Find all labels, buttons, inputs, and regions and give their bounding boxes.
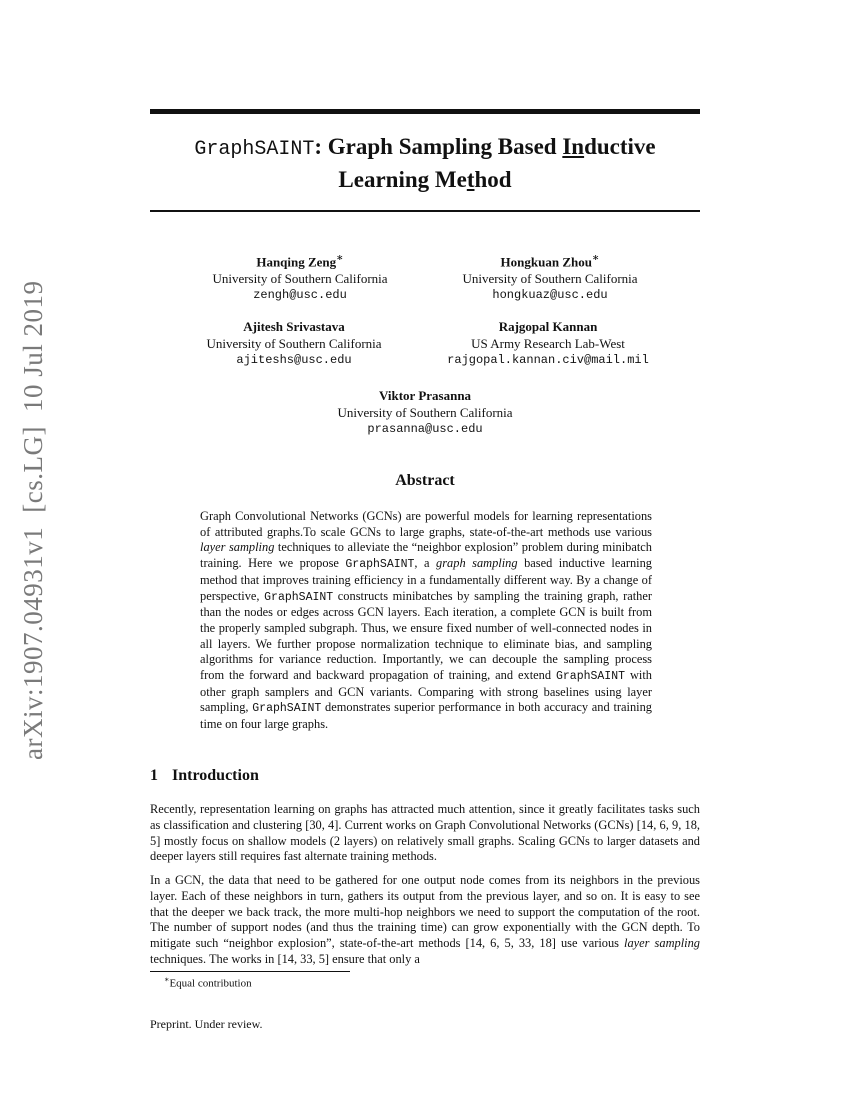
abstract-text: demonstrates superior performance in both accuracy and training time on four large graphs.	[200, 700, 652, 732]
abstract-text: , a	[414, 556, 437, 571]
paragraph-text: In a GCN, the data that need to be gathered for one output node comes from its neighbors in the previous layer. Each of these neighbors in turn, gathers its output from the previous layer, and so on. It is easy to see that the deeper we back track, the more multi-hop neighbors we need to support the computation of the root. The number of support nodes (and thus the training time) can grow exponentially with the GCN depth. To mitigate such “neighbor explosion”, state-of-the-art methods [14, 6, 5, 33, 18] use various	[150, 873, 700, 951]
author-email: prasanna@usc.edu	[367, 422, 483, 436]
section-number: 1	[150, 767, 158, 784]
arxiv-category: [cs.LG]	[18, 426, 48, 513]
paper-title	[150, 132, 700, 195]
author-email: zengh@usc.edu	[253, 288, 347, 303]
section-title: Introduction	[172, 767, 259, 784]
footnote-mark: ∗	[164, 975, 170, 984]
author-block	[420, 250, 680, 304]
arxiv-date: 10 Jul 2019	[18, 280, 48, 413]
abstract-system-name: GraphSAINT	[264, 590, 334, 604]
abstract-heading: Abstract	[395, 472, 455, 489]
title-line2a: Learning Me	[338, 167, 467, 192]
author-email: ajiteshs@usc.edu	[236, 353, 352, 367]
paragraph-text: techniques. The works in [14, 33, 5] ensure that only a	[150, 951, 420, 966]
intro-paragraph-1: Recently, representation learning on graphs has attracted much attention, since it greatly facilitates tasks such as classification and clustering [30, 4]. Current works on Graph Convolutional Networks (GCNs) [14, 6, 9, 18, 5] mostly focus on shallow models (2 layers) on relatively small graphs. Scaling GCNs to larger datasets and deeper layers still requires fast alternate training methods.	[150, 802, 700, 864]
footnote	[164, 975, 252, 990]
author-email: hongkuaz@usc.edu	[492, 288, 608, 303]
footnote-rule	[150, 971, 350, 972]
author-affiliation: University of Southern California	[206, 335, 382, 351]
paragraph-emphasis: layer sampling	[624, 936, 700, 951]
abstract-text: constructs minibatches by sampling the training graph, rather than the nodes or edges across GCN layers. Each iteration, a complete GCN is built from the properly sampled subgraph. Thus, we ensure fixed number of well-connected nodes in all layers. We further propose normalization technique to eliminate bias, and sampling algorithms for variance reduction. Importantly, we can decouple the sampling process from the forward and backward propagation of training, and extend	[200, 588, 652, 683]
author-name: Hongkuan Zhou	[500, 254, 592, 270]
title-part2: ductive	[584, 134, 656, 159]
abstract-text: based inductive learning method that improves training efficiency in a fundamentally different way. By a change of perspective,	[200, 556, 653, 603]
title-top-rule	[150, 109, 700, 114]
section-heading-introduction	[150, 767, 259, 785]
arxiv-identifier	[18, 267, 49, 760]
author-affiliation: University of Southern California	[337, 404, 513, 420]
abstract-system-name: GraphSAINT	[252, 702, 322, 716]
title-colon: :	[314, 134, 323, 159]
preprint-notice: Preprint. Under review.	[150, 1017, 263, 1031]
title-system-name: GraphSAINT	[194, 138, 315, 161]
abstract-text: techniques to alleviate the “neighbor explosion” problem during minibatch training. Here we propose	[200, 540, 652, 571]
abstract-emphasis: layer sampling	[200, 540, 275, 555]
abstract-emphasis: graph sampling	[436, 556, 518, 571]
abstract-body	[200, 509, 652, 733]
title-part1: Graph Sampling Based	[327, 134, 563, 159]
author-block	[164, 319, 424, 369]
author-block	[295, 388, 555, 438]
author-block	[418, 319, 678, 369]
author-email: rajgopal.kannan.civ@mail.mil	[447, 353, 649, 367]
title-in-underlined: In	[562, 134, 585, 159]
author-name: Rajgopal Kannan	[498, 319, 598, 334]
abstract-system-name: GraphSAINT	[345, 558, 415, 572]
author-mark: ∗	[336, 252, 344, 264]
abstract-text: with other graph samplers and GCN variants. Comparing with strong baselines using layer sampling,	[200, 668, 652, 715]
abstract-text: Graph Convolutional Networks (GCNs) are powerful models for learning representations of attributed graphs.To scale GCNs to large graphs, state-of-the-art methods use various	[200, 509, 652, 539]
author-mark: ∗	[591, 252, 600, 264]
author-name: Viktor Prasanna	[378, 388, 472, 403]
author-affiliation: US Army Research Lab-West	[471, 335, 625, 351]
footnote-text: Equal contribution	[169, 977, 252, 990]
arxiv-id: arXiv:1907.04931v1	[18, 526, 48, 760]
abstract-system-name: GraphSAINT	[556, 670, 626, 684]
author-block	[170, 250, 430, 304]
title-line2b: hod	[474, 167, 512, 192]
author-affiliation: University of Southern California	[462, 270, 638, 286]
title-t-underlined: t	[466, 167, 475, 192]
author-affiliation: University of Southern California	[212, 270, 388, 286]
author-name: Hanqing Zeng	[256, 254, 337, 270]
title-bottom-rule	[150, 210, 700, 212]
author-name: Ajitesh Srivastava	[243, 319, 345, 334]
intro-paragraph-2	[150, 873, 700, 968]
